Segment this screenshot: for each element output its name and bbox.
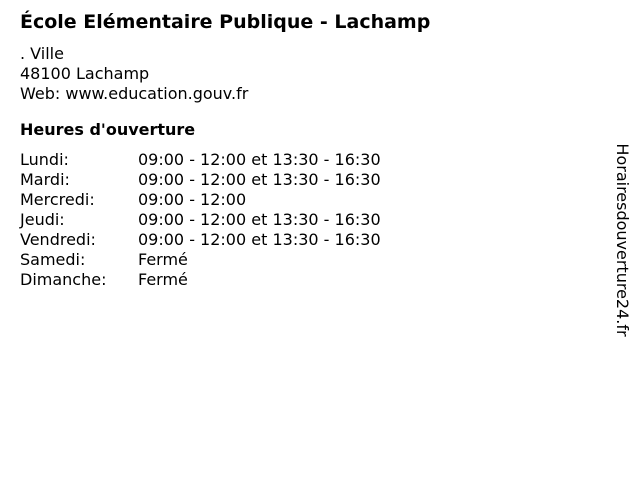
hours-row-thursday bbox=[20, 210, 590, 230]
time-value: 09:00 - 12:00 et 13:30 - 16:30 bbox=[138, 210, 381, 229]
time-value: 09:00 - 12:00 et 13:30 - 16:30 bbox=[138, 170, 381, 189]
time-value: 09:00 - 12:00 et 13:30 - 16:30 bbox=[138, 230, 381, 249]
hours-row-saturday bbox=[20, 250, 590, 270]
opening-hours-title: Heures d'ouverture bbox=[20, 120, 196, 139]
address-city: 48100 Lachamp bbox=[20, 64, 150, 83]
day-label: Lundi: bbox=[20, 150, 69, 169]
opening-hours-table bbox=[20, 150, 590, 290]
hours-row-monday bbox=[20, 150, 590, 170]
time-value: 09:00 - 12:00 et 13:30 - 16:30 bbox=[138, 150, 381, 169]
day-label: Mercredi: bbox=[20, 190, 95, 209]
hours-row-tuesday bbox=[20, 170, 590, 190]
day-label: Mardi: bbox=[20, 170, 70, 189]
day-label: Samedi: bbox=[20, 250, 86, 269]
time-value: Fermé bbox=[138, 250, 188, 269]
day-label: Vendredi: bbox=[20, 230, 96, 249]
day-label: Dimanche: bbox=[20, 270, 107, 289]
address-block bbox=[20, 44, 590, 104]
address-web: Web: www.education.gouv.fr bbox=[20, 84, 249, 103]
hours-row-wednesday bbox=[20, 190, 590, 210]
school-info-card bbox=[20, 10, 590, 290]
brand-watermark: Horairesdouverture24.fr bbox=[613, 143, 632, 337]
time-value: Fermé bbox=[138, 270, 188, 289]
hours-row-friday bbox=[20, 230, 590, 250]
address-street: . Ville bbox=[20, 44, 64, 63]
time-value: 09:00 - 12:00 bbox=[138, 190, 247, 209]
day-label: Jeudi: bbox=[20, 210, 65, 229]
school-name: École Elémentaire Publique - Lachamp bbox=[20, 11, 431, 33]
hours-row-sunday bbox=[20, 270, 590, 290]
